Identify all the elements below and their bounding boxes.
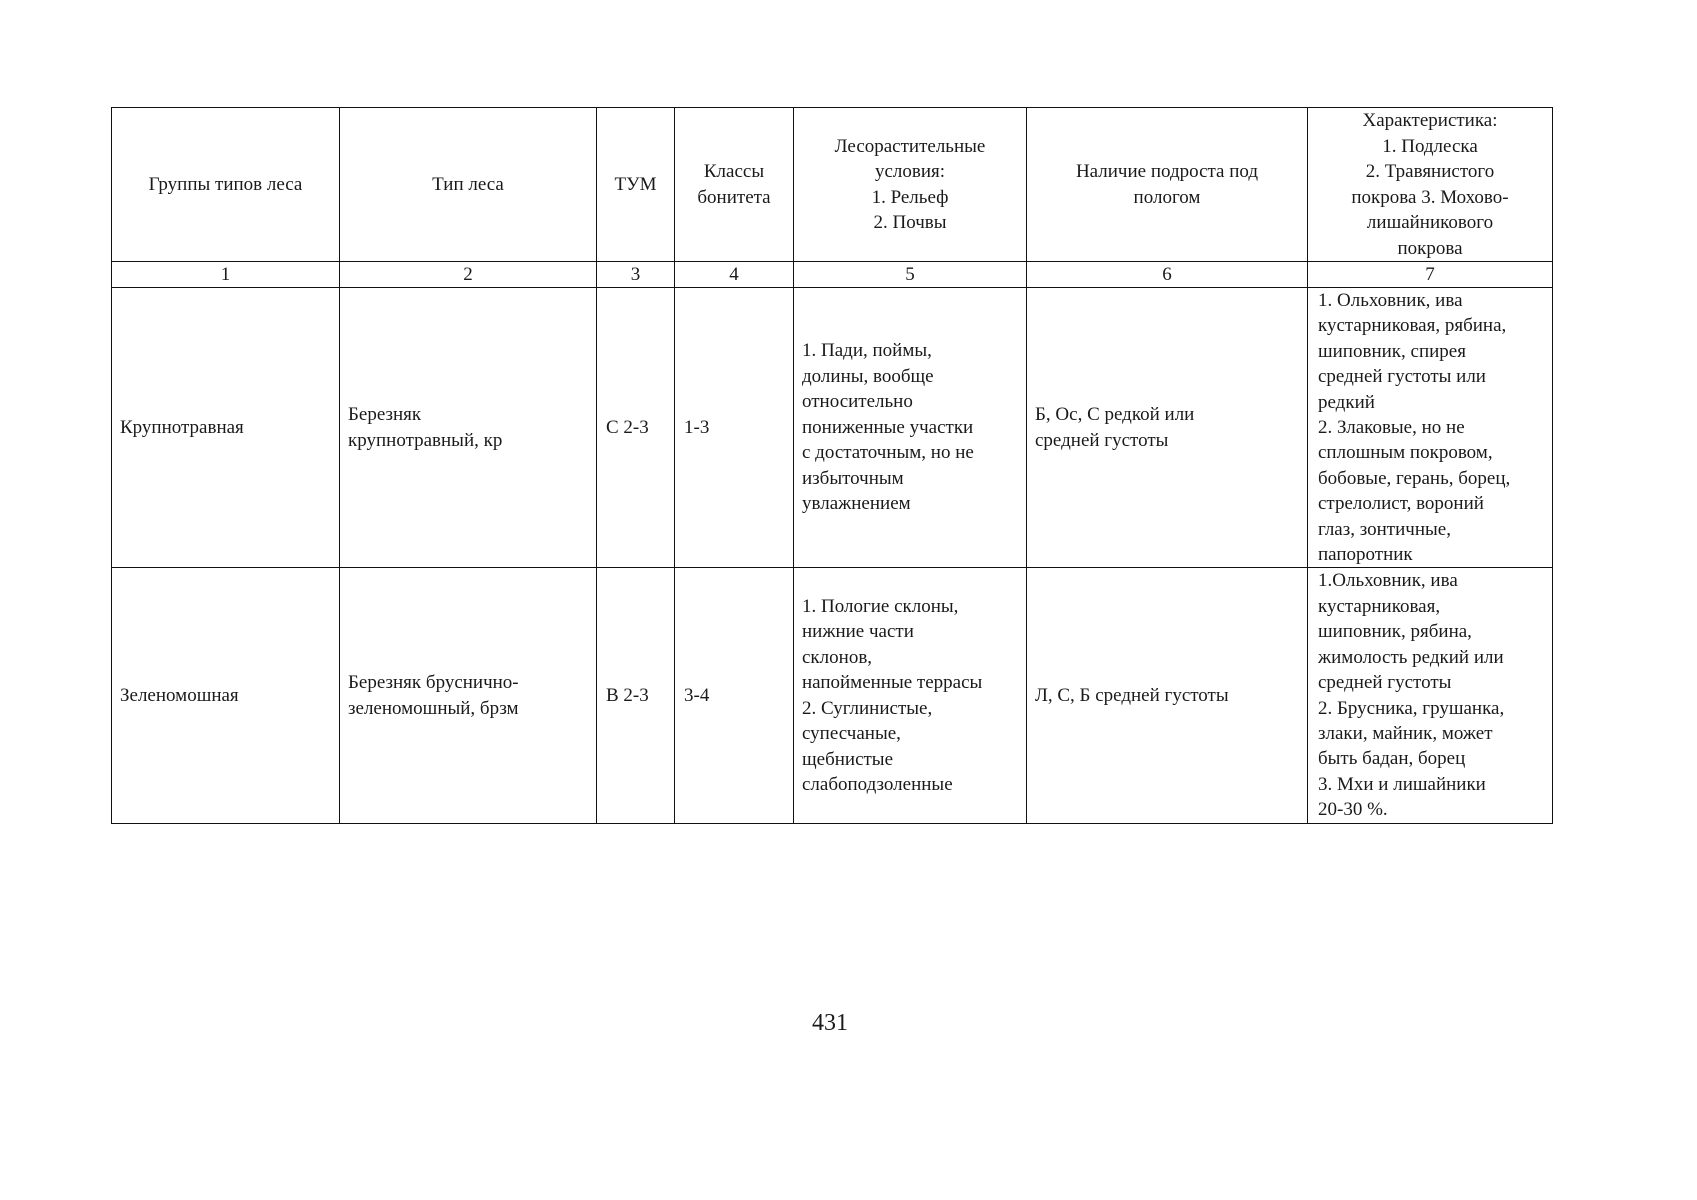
cell-forest-group: Крупнотравная xyxy=(112,288,340,568)
cell-forest-group: Зеленомошная xyxy=(112,568,340,823)
header-forest-type: Тип леса xyxy=(340,108,597,262)
column-number: 1 xyxy=(112,262,340,288)
cell-tum: В 2-3 xyxy=(597,568,675,823)
column-number-row xyxy=(112,262,1553,288)
header-forest-group: Группы типов леса xyxy=(112,108,340,262)
header-characteristics: Характеристика: 1. Подлеска 2. Травянистого покрова 3. Мохово- лишайникового покрова xyxy=(1308,108,1553,262)
cell-bonitet-class: 1-3 xyxy=(675,288,794,568)
header-growing-conditions: Лесорастительные условия: 1. Рельеф 2. Почвы xyxy=(794,108,1027,262)
header-bonitet-class: Классы бонитета xyxy=(675,108,794,262)
cell-forest-type: Березняк крупнотравный, кр xyxy=(340,288,597,568)
column-number: 3 xyxy=(597,262,675,288)
column-number: 7 xyxy=(1308,262,1553,288)
column-number: 2 xyxy=(340,262,597,288)
header-undergrowth: Наличие подроста под пологом xyxy=(1027,108,1308,262)
column-number: 4 xyxy=(675,262,794,288)
forest-types-table xyxy=(111,107,1553,824)
table-row xyxy=(112,288,1553,568)
header-tum: ТУМ xyxy=(597,108,675,262)
cell-undergrowth: Л, С, Б средней густоты xyxy=(1027,568,1308,823)
cell-characteristics: 1.Ольховник, ива кустарниковая, шиповник, рябина, жимолость редкий или средней густоты 2. Брусника, грушанка, злаки, майник, может быть бадан, борец 3. Мхи и лишайники 20-30 %. xyxy=(1308,568,1553,823)
page-number: 431 xyxy=(812,1010,848,1036)
cell-characteristics: 1. Ольховник, ива кустарниковая, рябина, шиповник, спирея средней густоты или редкий 2. Злаковые, но не сплошным покровом, бобовые, герань, борец, стрелолист, вороний глаз, зонтичные, папоротник xyxy=(1308,288,1553,568)
table-header-row xyxy=(112,108,1553,262)
cell-forest-type: Березняк бруснично- зеленомошный, брзм xyxy=(340,568,597,823)
cell-tum: С 2-3 xyxy=(597,288,675,568)
column-number: 5 xyxy=(794,262,1027,288)
cell-growing-conditions: 1. Пологие склоны, нижние части склонов, напойменные террасы 2. Суглинистые, супесчаные, щебнистые слабоподзоленные xyxy=(794,568,1027,823)
cell-bonitet-class: 3-4 xyxy=(675,568,794,823)
column-number: 6 xyxy=(1027,262,1308,288)
cell-undergrowth: Б, Ос, С редкой или средней густоты xyxy=(1027,288,1308,568)
cell-growing-conditions: 1. Пади, поймы, долины, вообще относительно пониженные участки с достаточным, но не избыточным увлажнением xyxy=(794,288,1027,568)
table-row xyxy=(112,568,1553,823)
